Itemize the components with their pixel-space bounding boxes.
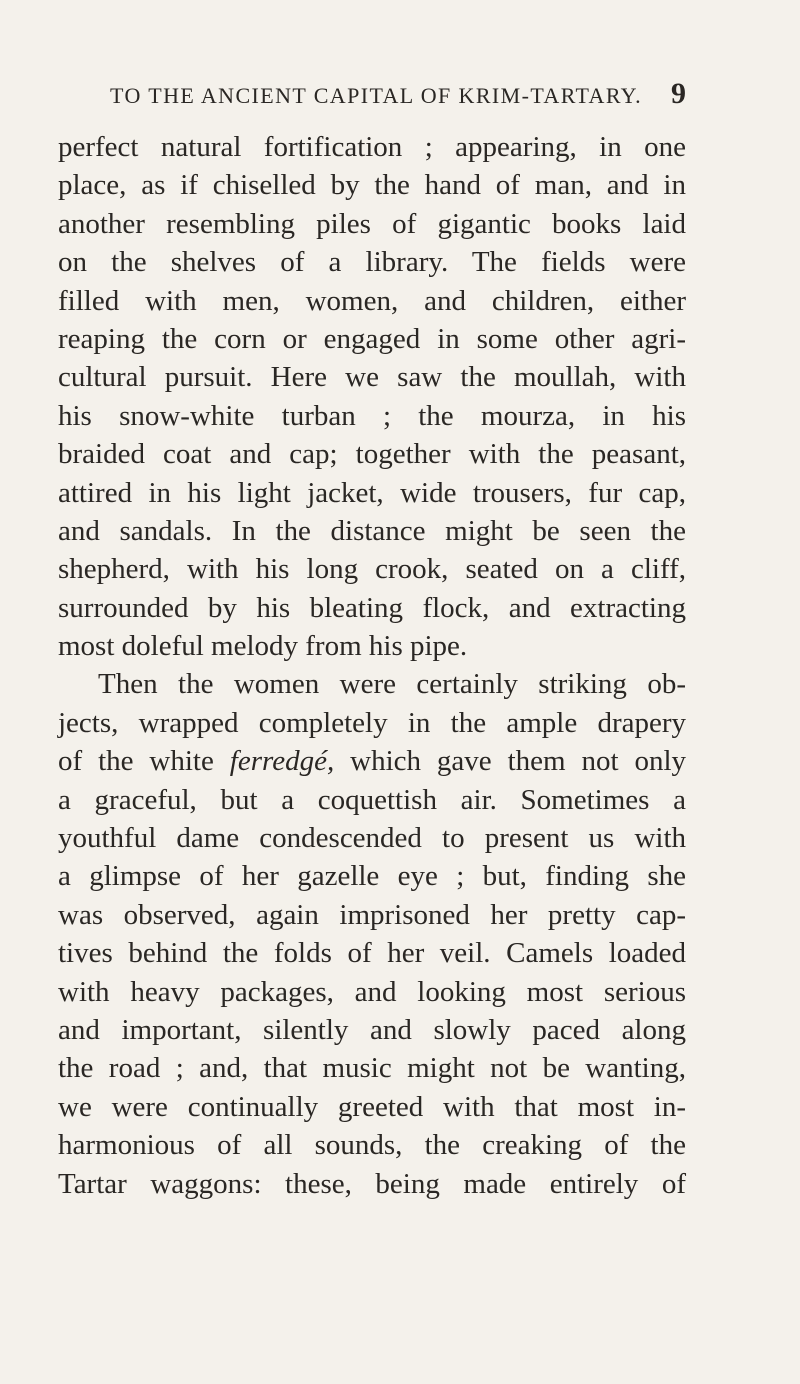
text-line: the road ; and, that music might not be wanting,	[58, 1052, 686, 1085]
text-line: reaping the corn or engaged in some other agri-	[58, 322, 686, 355]
text-line: perfect natural fortification ; appearing, in one	[58, 131, 686, 163]
text-line: cultural pursuit. Here we saw the moullah, with	[58, 361, 686, 394]
text-line: and important, silently and slowly paced along	[58, 1013, 686, 1046]
text-line: Tartar waggons: these, being made entirely of	[58, 1167, 686, 1200]
text-line: surrounded by his bleating flock, and extracting	[58, 591, 686, 624]
text-line: place, as if chiselled by the hand of man, and in	[58, 169, 686, 202]
text-fragment: which gave them not only	[334, 745, 687, 778]
text-line: with heavy packages, and looking most serious	[58, 975, 686, 1008]
text-line: a graceful, but a coquettish air. Sometimes a	[58, 783, 686, 816]
running-title: TO THE ANCIENT CAPITAL OF KRIM-TARTARY.	[110, 83, 643, 108]
text-line: most doleful melody from his pipe.	[58, 630, 468, 663]
text-fragment: of the white	[58, 745, 230, 778]
text-line: shepherd, with his long crook, seated on a cliff,	[58, 553, 686, 586]
text-line: attired in his light jacket, wide trousers, fur cap,	[58, 476, 686, 509]
text-line: filled with men, women, and children, either	[58, 284, 686, 317]
text-line: on the shelves of a library. The fields were	[58, 246, 686, 279]
italic-term: ferredgé,	[229, 745, 335, 778]
page-number: 9	[671, 77, 686, 110]
text-line: harmonious of all sounds, the creaking of the	[58, 1129, 686, 1162]
text-line: tives behind the folds of her veil. Camels loaded	[58, 937, 686, 970]
text-line: youthful dame condescended to present us with	[58, 822, 686, 855]
text-line: another resembling piles of gigantic books laid	[58, 207, 686, 240]
running-header	[110, 78, 690, 114]
text-line: a glimpse of her gazelle eye ; but, finding she	[58, 860, 686, 893]
text-line: and sandals. In the distance might be seen the	[58, 514, 686, 547]
text-line: we were continually greeted with that most in-	[58, 1090, 686, 1123]
text-line: Then the women were certainly striking ob-	[98, 668, 686, 701]
text-line: braided coat and cap; together with the peasant,	[58, 438, 686, 471]
body-text	[58, 128, 686, 1203]
text-line-with-italic	[58, 742, 686, 780]
text-line: his snow-white turban ; the mourza, in his	[58, 399, 686, 432]
text-line: jects, wrapped completely in the ample drapery	[58, 706, 686, 739]
text-line: was observed, again imprisoned her pretty cap-	[58, 898, 686, 931]
